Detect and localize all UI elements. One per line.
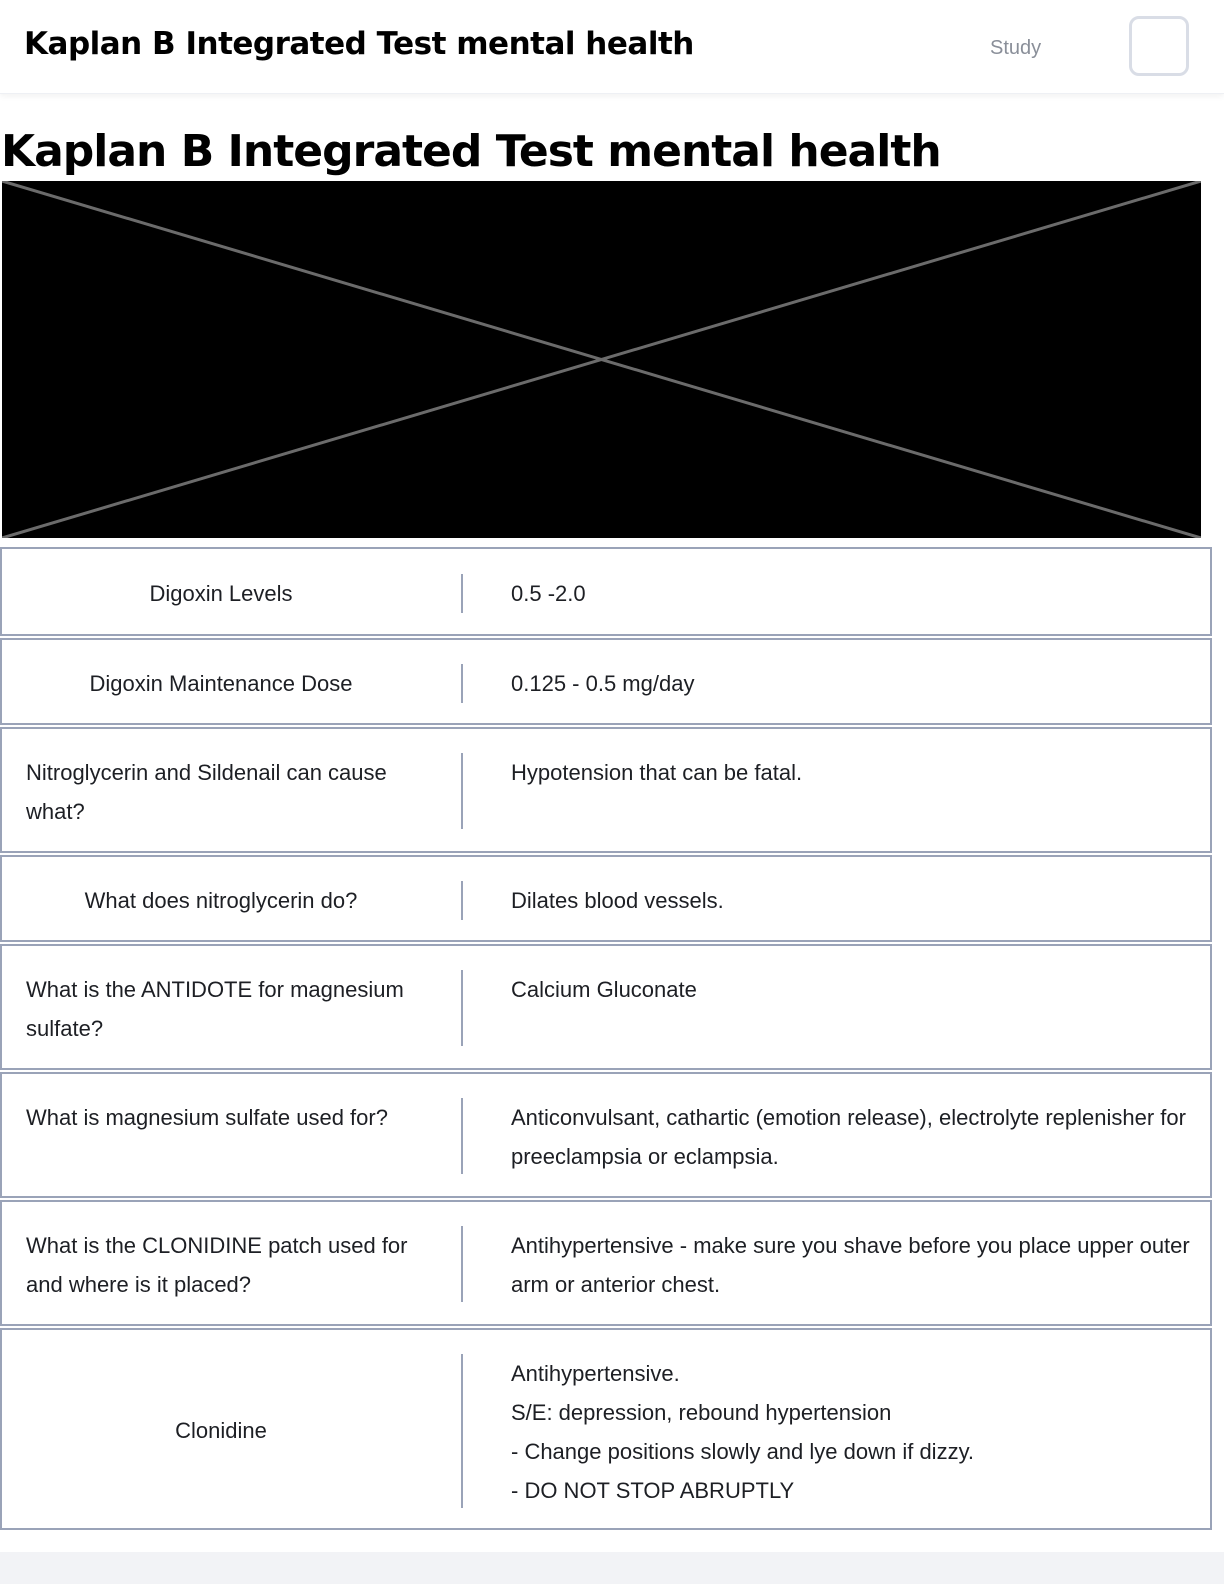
card-divider xyxy=(461,574,463,613)
flashcard-term: Digoxin Maintenance Dose xyxy=(89,671,353,696)
header-title: Kaplan B Integrated Test mental health xyxy=(24,26,694,62)
flashcard-list xyxy=(0,547,1212,1532)
flashcard-term: What is the ANTIDOTE for magnesium sulfate? xyxy=(26,977,404,1041)
flashcard-term: What is magnesium sulfate used for? xyxy=(26,1105,388,1130)
flashcard-term: Clonidine xyxy=(175,1418,267,1443)
footer-strip xyxy=(0,1552,1224,1584)
flashcard[interactable] xyxy=(0,1072,1212,1198)
card-divider xyxy=(461,664,463,703)
flashcard-definition: Antihypertensive - make sure you shave before you place upper outer arm or anterior chest. xyxy=(511,1233,1190,1297)
menu-button[interactable] xyxy=(1129,16,1189,76)
flashcard-definition: Antihypertensive. S/E: depression, rebound hypertension - Change positions slowly and lye down if dizzy. - DO NOT STOP ABRUPTLY xyxy=(511,1361,975,1503)
flashcard[interactable] xyxy=(0,1200,1212,1326)
study-button[interactable]: Study xyxy=(990,37,1042,59)
flashcard-definition: 0.5 -2.0 xyxy=(511,581,586,606)
card-divider xyxy=(461,970,463,1046)
card-divider xyxy=(461,1098,463,1174)
card-divider xyxy=(461,881,463,920)
top-bar xyxy=(0,0,1224,94)
flashcard-term: Nitroglycerin and Sildenail can cause what? xyxy=(26,760,387,824)
flashcard[interactable] xyxy=(0,638,1212,725)
card-divider xyxy=(461,753,463,829)
page-title: Kaplan B Integrated Test mental health xyxy=(1,126,941,177)
flashcard[interactable] xyxy=(0,944,1212,1070)
flashcard-definition: Calcium Gluconate xyxy=(511,977,697,1002)
flashcard[interactable] xyxy=(0,547,1212,636)
flashcard-definition: Dilates blood vessels. xyxy=(511,888,724,913)
flashcard-definition: Hypotension that can be fatal. xyxy=(511,760,803,785)
card-divider xyxy=(461,1354,463,1508)
flashcard[interactable] xyxy=(0,1328,1212,1530)
flashcard[interactable] xyxy=(0,855,1212,942)
flashcard-term: What is the CLONIDINE patch used for and where is it placed? xyxy=(26,1233,408,1297)
broken-image-placeholder xyxy=(2,181,1201,538)
card-divider xyxy=(461,1226,463,1302)
flashcard-definition: 0.125 - 0.5 mg/day xyxy=(511,671,695,696)
flashcard-definition: Anticonvulsant, cathartic (emotion release), electrolyte replenisher for preeclampsia or eclampsia. xyxy=(511,1105,1186,1169)
flashcard[interactable] xyxy=(0,727,1212,853)
flashcard-term: Digoxin Levels xyxy=(149,581,293,606)
flashcard-term: What does nitroglycerin do? xyxy=(84,888,358,913)
